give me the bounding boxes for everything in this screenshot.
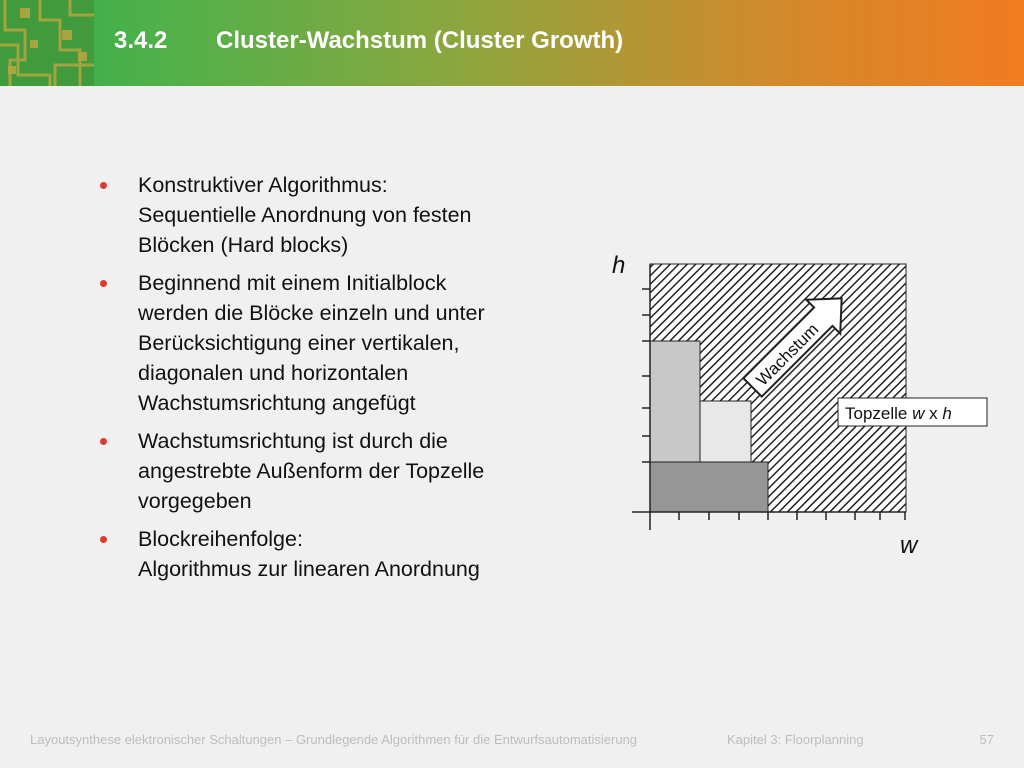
bullet-dot-icon (100, 438, 107, 445)
bullet-item (98, 170, 558, 260)
footer-page-number: 57 (979, 732, 994, 747)
cluster-growth-diagram (600, 240, 1000, 575)
slide-title (114, 27, 623, 55)
bullet-line: Algorithmus zur linearen Anordnung (138, 557, 480, 581)
section-number: 3.4.2 (114, 27, 168, 54)
block-tall (650, 341, 700, 462)
bullet-line: Blockreihenfolge: (138, 527, 303, 551)
block-initial (650, 462, 768, 512)
bullet-line: diagonalen und horizontalen (138, 361, 409, 385)
circuit-board-logo (0, 0, 94, 86)
title-text: Cluster-Wachstum (Cluster Growth) (216, 27, 624, 54)
bullet-list (98, 170, 558, 592)
axis-x-label: w (900, 532, 918, 559)
axis-y-label: h (612, 252, 626, 279)
slide-footer (30, 732, 994, 750)
block-small (700, 401, 751, 462)
bullet-line: Beginnend mit einem Initialblock (138, 271, 447, 295)
bullet-item (98, 524, 558, 584)
bullet-item (98, 426, 558, 516)
bullet-item (98, 268, 558, 418)
topcell-label-h: h (942, 404, 952, 423)
bullet-line: Wachstumsrichtung ist durch die (138, 429, 448, 453)
bullet-line: vorgegeben (138, 489, 252, 513)
bullet-line: Sequentielle Anordnung von festen (138, 203, 472, 227)
topcell-label-prefix: Topzelle (845, 404, 913, 423)
topcell-label-x: x (924, 404, 943, 423)
topcell-label-box (838, 398, 987, 426)
footer-chapter: Kapitel 3: Floorplanning (727, 732, 864, 747)
slide-header (0, 0, 1024, 86)
bullet-line: Berücksichtigung einer vertikalen, (138, 331, 460, 355)
footer-course: Layoutsynthese elektronischer Schaltungen – Grundlegende Algorithmen für die Entwurfsautomatisierung (30, 732, 638, 747)
bullet-dot-icon (100, 536, 107, 543)
bullet-line: werden die Blöcke einzeln und unter (138, 301, 485, 325)
topcell-label-w: w (912, 404, 925, 423)
svg-text:Topzelle w x h (845, 404, 952, 423)
bullet-line: angestrebte Außenform der Topzelle (138, 459, 485, 483)
bullet-dot-icon (100, 280, 107, 287)
bullet-dot-icon (100, 182, 107, 189)
bullet-line: Konstruktiver Algorithmus: (138, 173, 388, 197)
bullet-line: Wachstumsrichtung angefügt (138, 391, 416, 415)
bullet-line: Blöcken (Hard blocks) (138, 233, 349, 257)
growth-arrow-label: Wachstum (752, 319, 823, 390)
